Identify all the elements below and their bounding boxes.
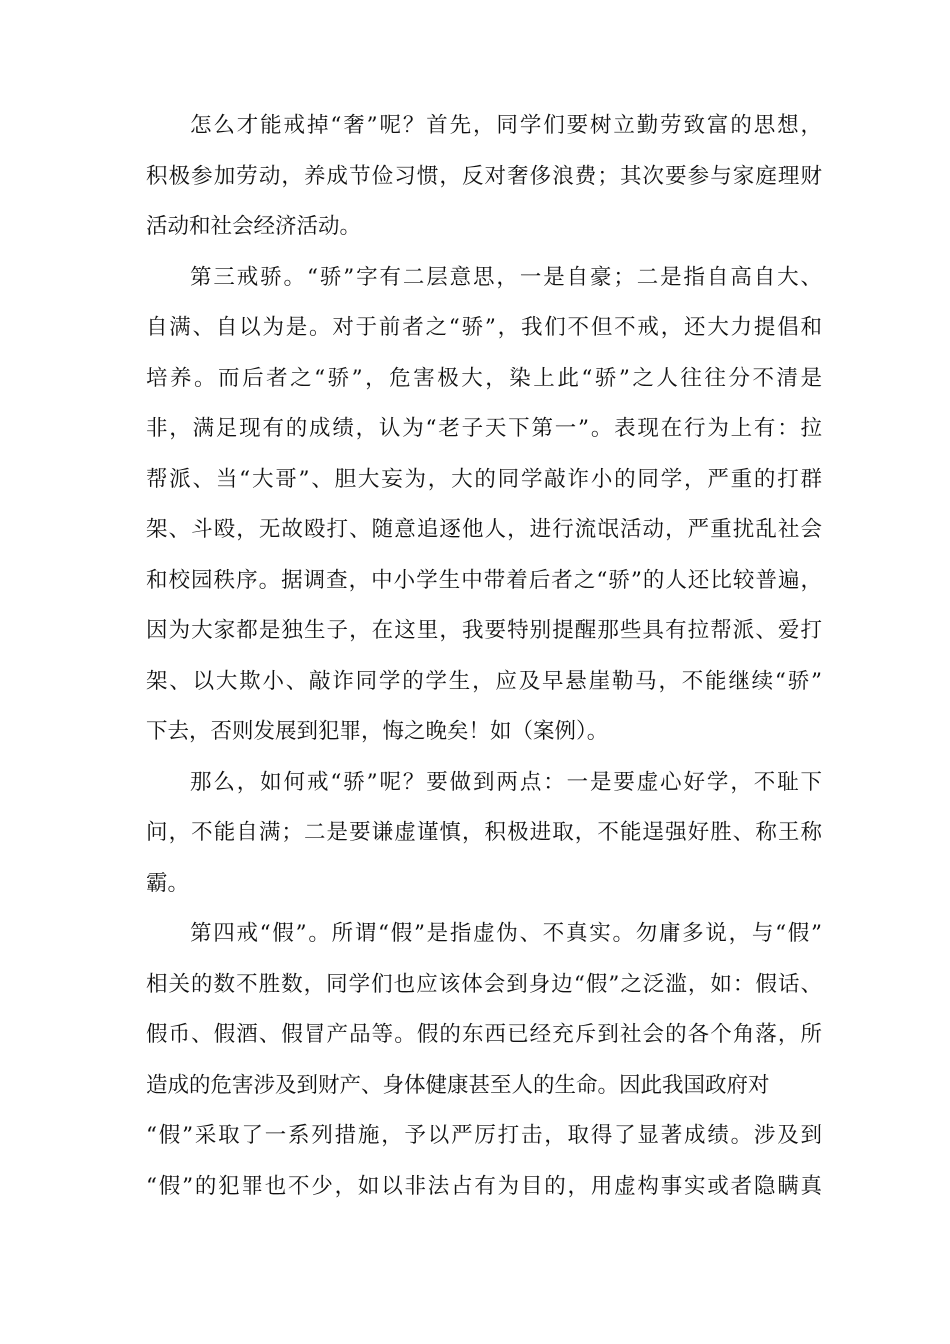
paragraph-line: 培养。而后者之“骄”，危害极大，染上此“骄”之人往往分不清是 bbox=[146, 365, 822, 391]
paragraph-line: “假”的犯罪也不少，如以非法占有为目的，用虚构事实或者隐瞒真 bbox=[146, 1173, 822, 1199]
paragraph-line: 第三戒骄。“骄”字有二层意思，一是自豪；二是指自高自大、 bbox=[190, 264, 822, 290]
paragraph-line: 自满、自以为是。对于前者之“骄”，我们不但不戒，还大力提倡和 bbox=[146, 315, 822, 340]
paragraph-line: 相关的数不胜数，同学们也应该体会到身边“假”之泛滥，如：假话、 bbox=[146, 971, 822, 997]
paragraph-line: 帮派、当“大哥”、胆大妄为，大的同学敲诈小的同学，严重的打群 bbox=[146, 466, 822, 492]
paragraph-line: 假币、假酒、假冒产品等。假的东西已经充斥到社会的各个角落，所 bbox=[146, 1022, 822, 1047]
paragraph-line: 因为大家都是独生子，在这里，我要特别提醒那些具有拉帮派、爱打 bbox=[146, 618, 822, 643]
paragraph-line: 积极参加劳动，养成节俭习惯，反对奢侈浪费；其次要参与家庭理财 bbox=[146, 163, 822, 189]
paragraph-line: 活动和社会经济活动。 bbox=[146, 214, 362, 239]
body-text bbox=[146, 101, 822, 1212]
paragraph-line: 非，满足现有的成绩，认为“老子天下第一”。表现在行为上有：拉 bbox=[146, 416, 822, 441]
paragraph-line: 架、以大欺小、敲诈同学的学生，应及早悬崖勒马，不能继续“骄” bbox=[146, 668, 822, 694]
paragraph-line: 怎么才能戒掉“奢”呢？首先，同学们要树立勤劳致富的思想， bbox=[190, 113, 822, 138]
paragraph-line: 和校园秩序。据调查，中小学生中带着后者之“骄”的人还比较普遍， bbox=[146, 567, 822, 593]
paragraph-line: “假”采取了一系列措施，予以严厉打击，取得了显著成绩。涉及到 bbox=[146, 1123, 822, 1148]
paragraph-line: 问，不能自满；二是要谦虚谨慎，积极进取，不能逞强好胜、称王称 bbox=[146, 820, 822, 845]
paragraph-line: 下去，否则发展到犯罪，悔之晚矣！如（案例）。 bbox=[146, 719, 609, 744]
paragraph-line: 霸。 bbox=[146, 870, 190, 896]
paragraph-line: 那么，如何戒“骄”呢？要做到两点：一是要虚心好学，不耻下 bbox=[190, 769, 822, 795]
paragraph-line: 第四戒“假”。所谓“假”是指虚伪、不真实。勿庸多说，与“假” bbox=[190, 921, 822, 946]
paragraph-line: 造成的危害涉及到财产、身体健康甚至人的生命。因此我国政府对 bbox=[146, 1072, 770, 1098]
paragraph-line: 架、斗殴，无故殴打、随意追逐他人，进行流氓活动，严重扰乱社会 bbox=[146, 517, 822, 542]
